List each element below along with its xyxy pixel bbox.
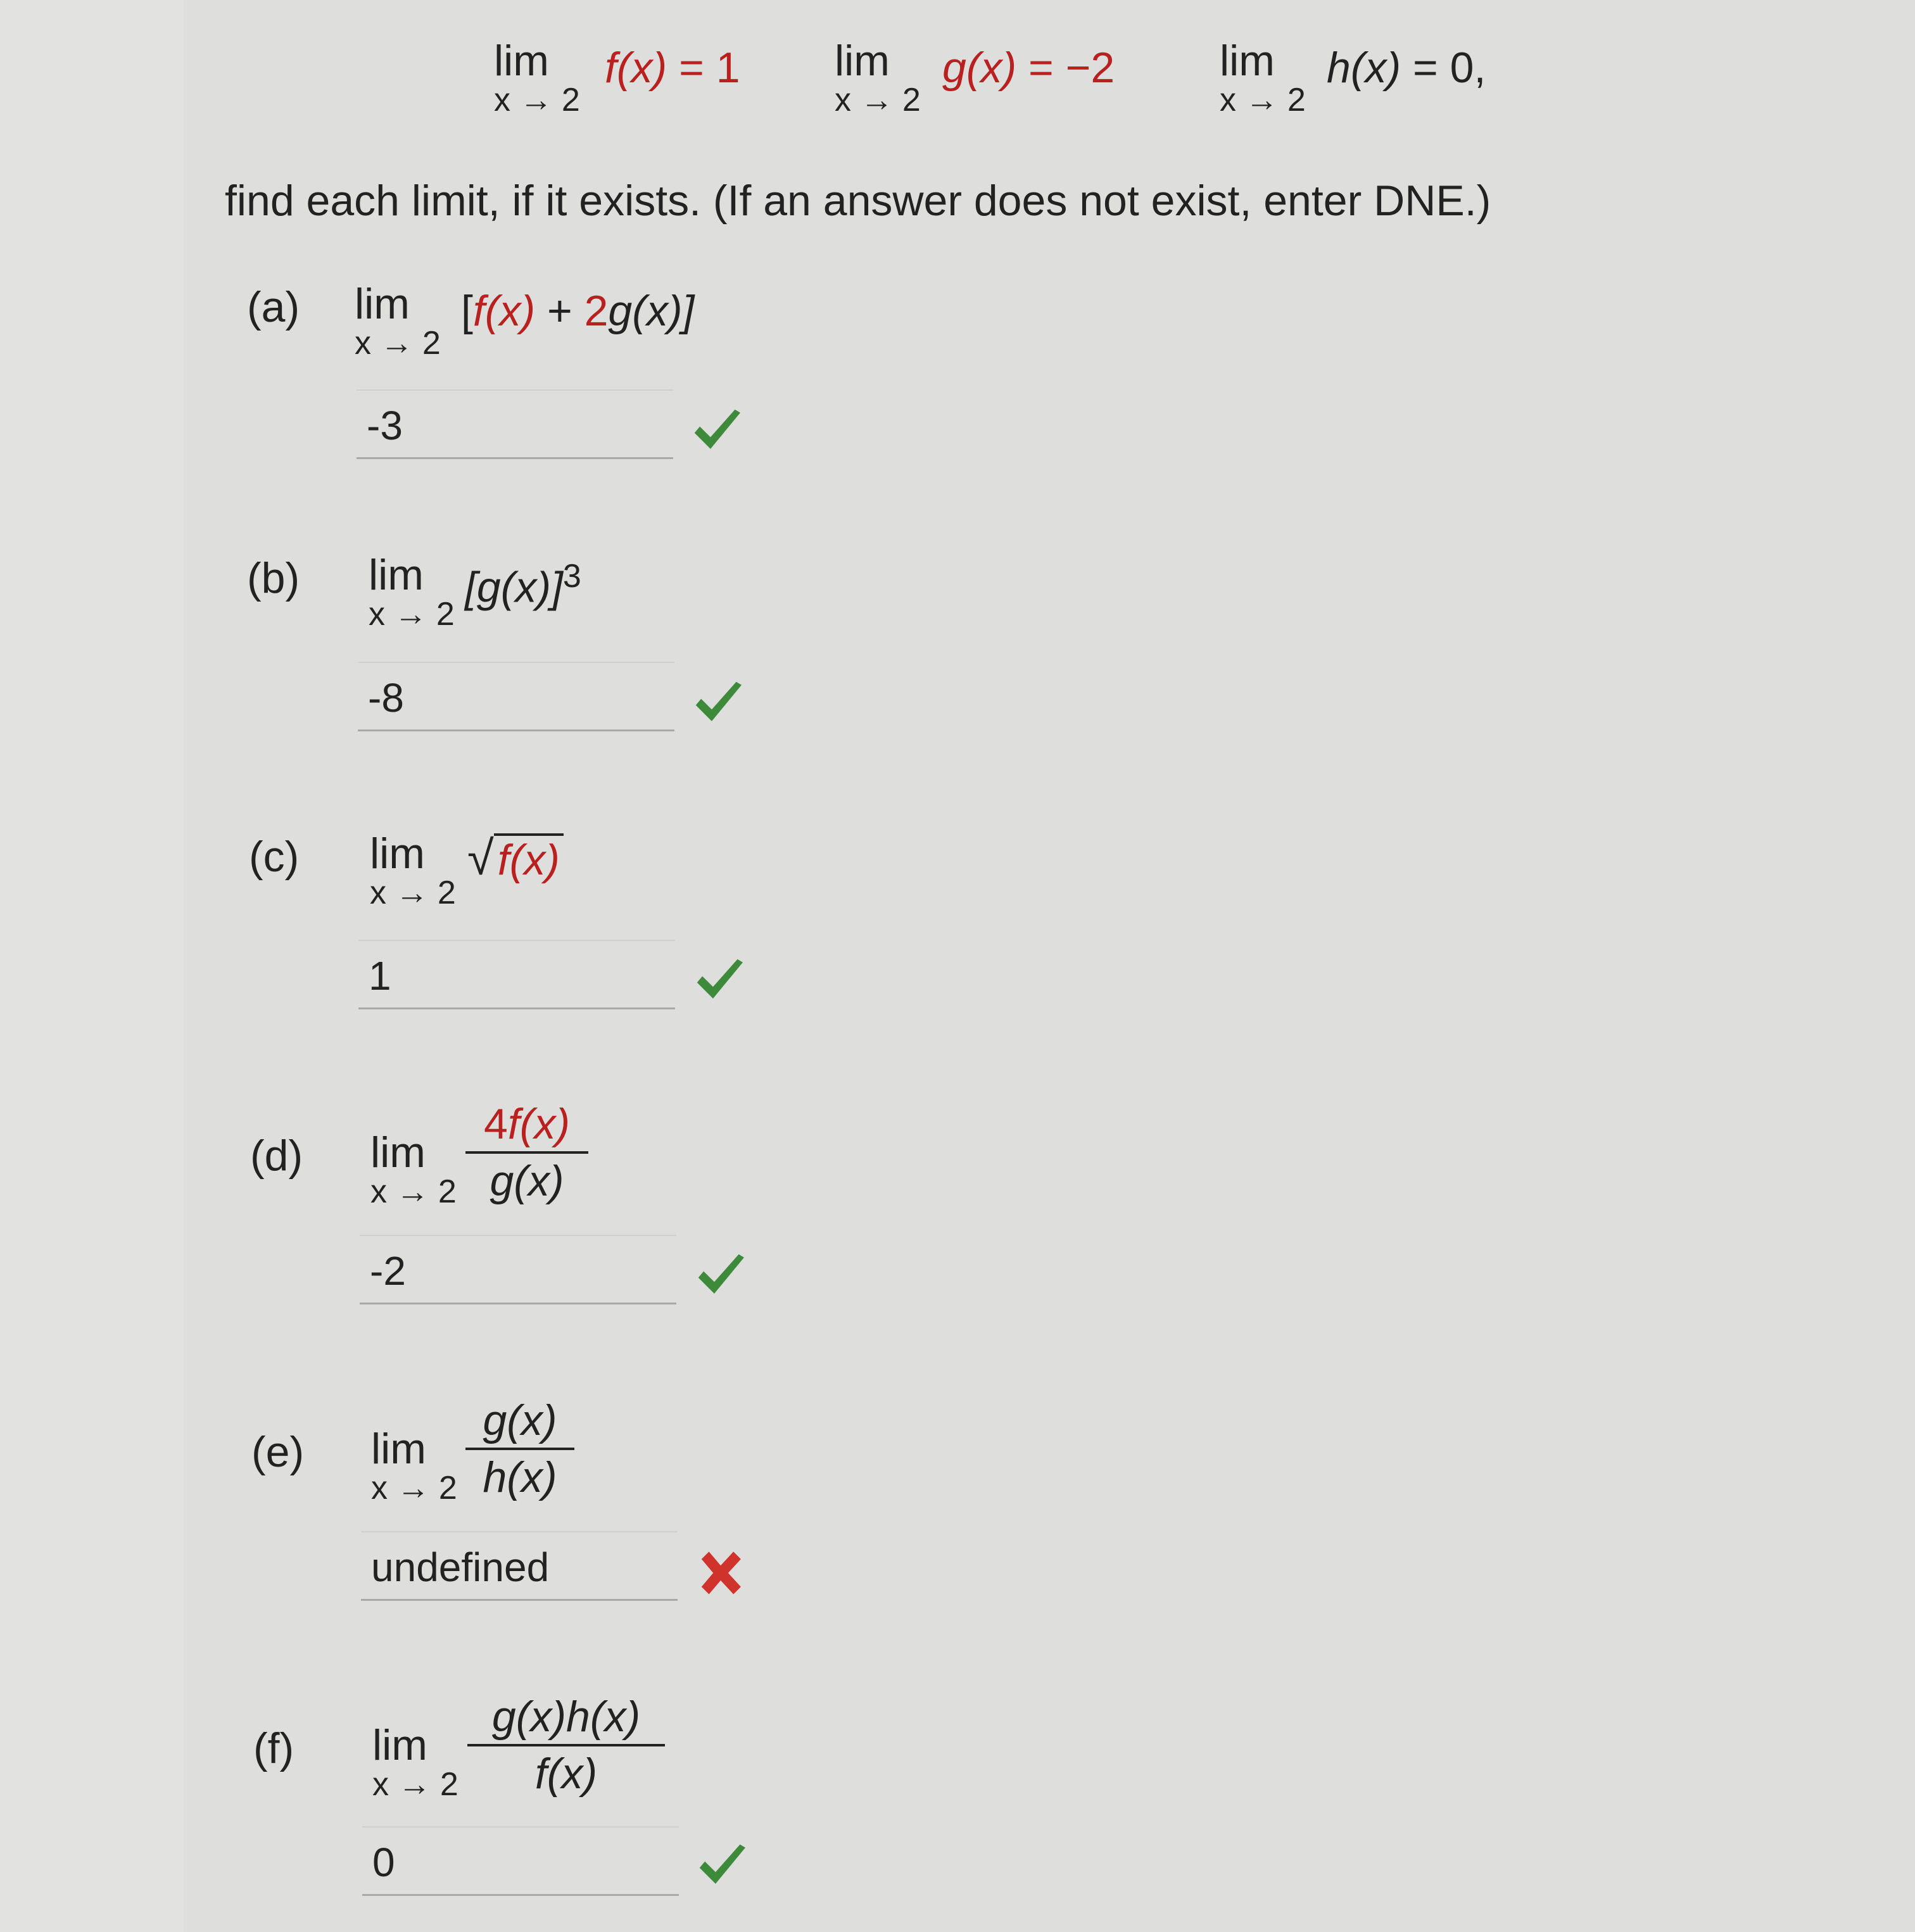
part-label: (f) (253, 1724, 294, 1772)
lim-operator: lim x → 2 (372, 1721, 458, 1803)
answer-input[interactable]: -2 (360, 1235, 676, 1304)
lim-operator: lim x → 2 (369, 551, 455, 633)
denominator: f(x) (534, 1750, 598, 1798)
part-label: (d) (250, 1132, 303, 1180)
left-margin (0, 0, 186, 1932)
denominator: h(x) (483, 1453, 557, 1501)
instructions: find each limit, if it exists. (If an answer does not exist, enter DNE.) (225, 177, 1491, 225)
part-label: (a) (247, 283, 300, 331)
lim-operator: lim x → 2 (494, 37, 580, 118)
answer-input[interactable]: undefined (361, 1531, 678, 1601)
lim-operator: lim x → 2 (1220, 37, 1306, 118)
given-expression: f(x) = 1 (605, 44, 740, 92)
fraction-bar (465, 1448, 574, 1450)
lim-operator: lim x → 2 (371, 1425, 457, 1506)
fraction (467, 1692, 665, 1798)
denominator: g(x) (490, 1157, 564, 1205)
fraction-bar (467, 1744, 665, 1746)
numerator: g(x)h(x) (491, 1693, 641, 1741)
fraction (465, 1396, 574, 1502)
lim-operator: lim x → 2 (835, 37, 921, 118)
numerator: g(x) (483, 1396, 557, 1444)
checkmark-icon (695, 1840, 749, 1893)
answer-input[interactable]: -3 (357, 389, 673, 459)
part-label: (b) (247, 554, 300, 602)
checkmark-icon (694, 1250, 747, 1303)
given-expression: h(x) = 0, (1327, 44, 1486, 92)
answer-input[interactable]: -8 (358, 662, 674, 731)
answer-input[interactable]: 0 (362, 1826, 679, 1896)
lim-operator: lim x → 2 (355, 280, 441, 362)
fraction (465, 1099, 588, 1206)
limit-expression: $[g(x)]^3$ (465, 558, 581, 612)
limit-expression: √f(x) (467, 831, 564, 886)
checkmark-icon (692, 678, 745, 731)
numerator: 4f(x) (483, 1100, 570, 1148)
limit-expression: [f(x) + 2g(x)] (461, 287, 695, 335)
checkmark-icon (690, 405, 743, 458)
lim-operator: lim x → 2 (370, 1128, 457, 1210)
answer-input[interactable]: 1 (358, 940, 675, 1009)
lim-operator: lim x → 2 (370, 830, 456, 911)
part-label: (e) (251, 1428, 305, 1476)
fraction-bar (465, 1151, 588, 1154)
given-expression: g(x) = −2 (942, 44, 1115, 92)
x-mark-icon (694, 1546, 747, 1600)
part-label: (c) (249, 833, 300, 881)
checkmark-icon (693, 955, 746, 1008)
